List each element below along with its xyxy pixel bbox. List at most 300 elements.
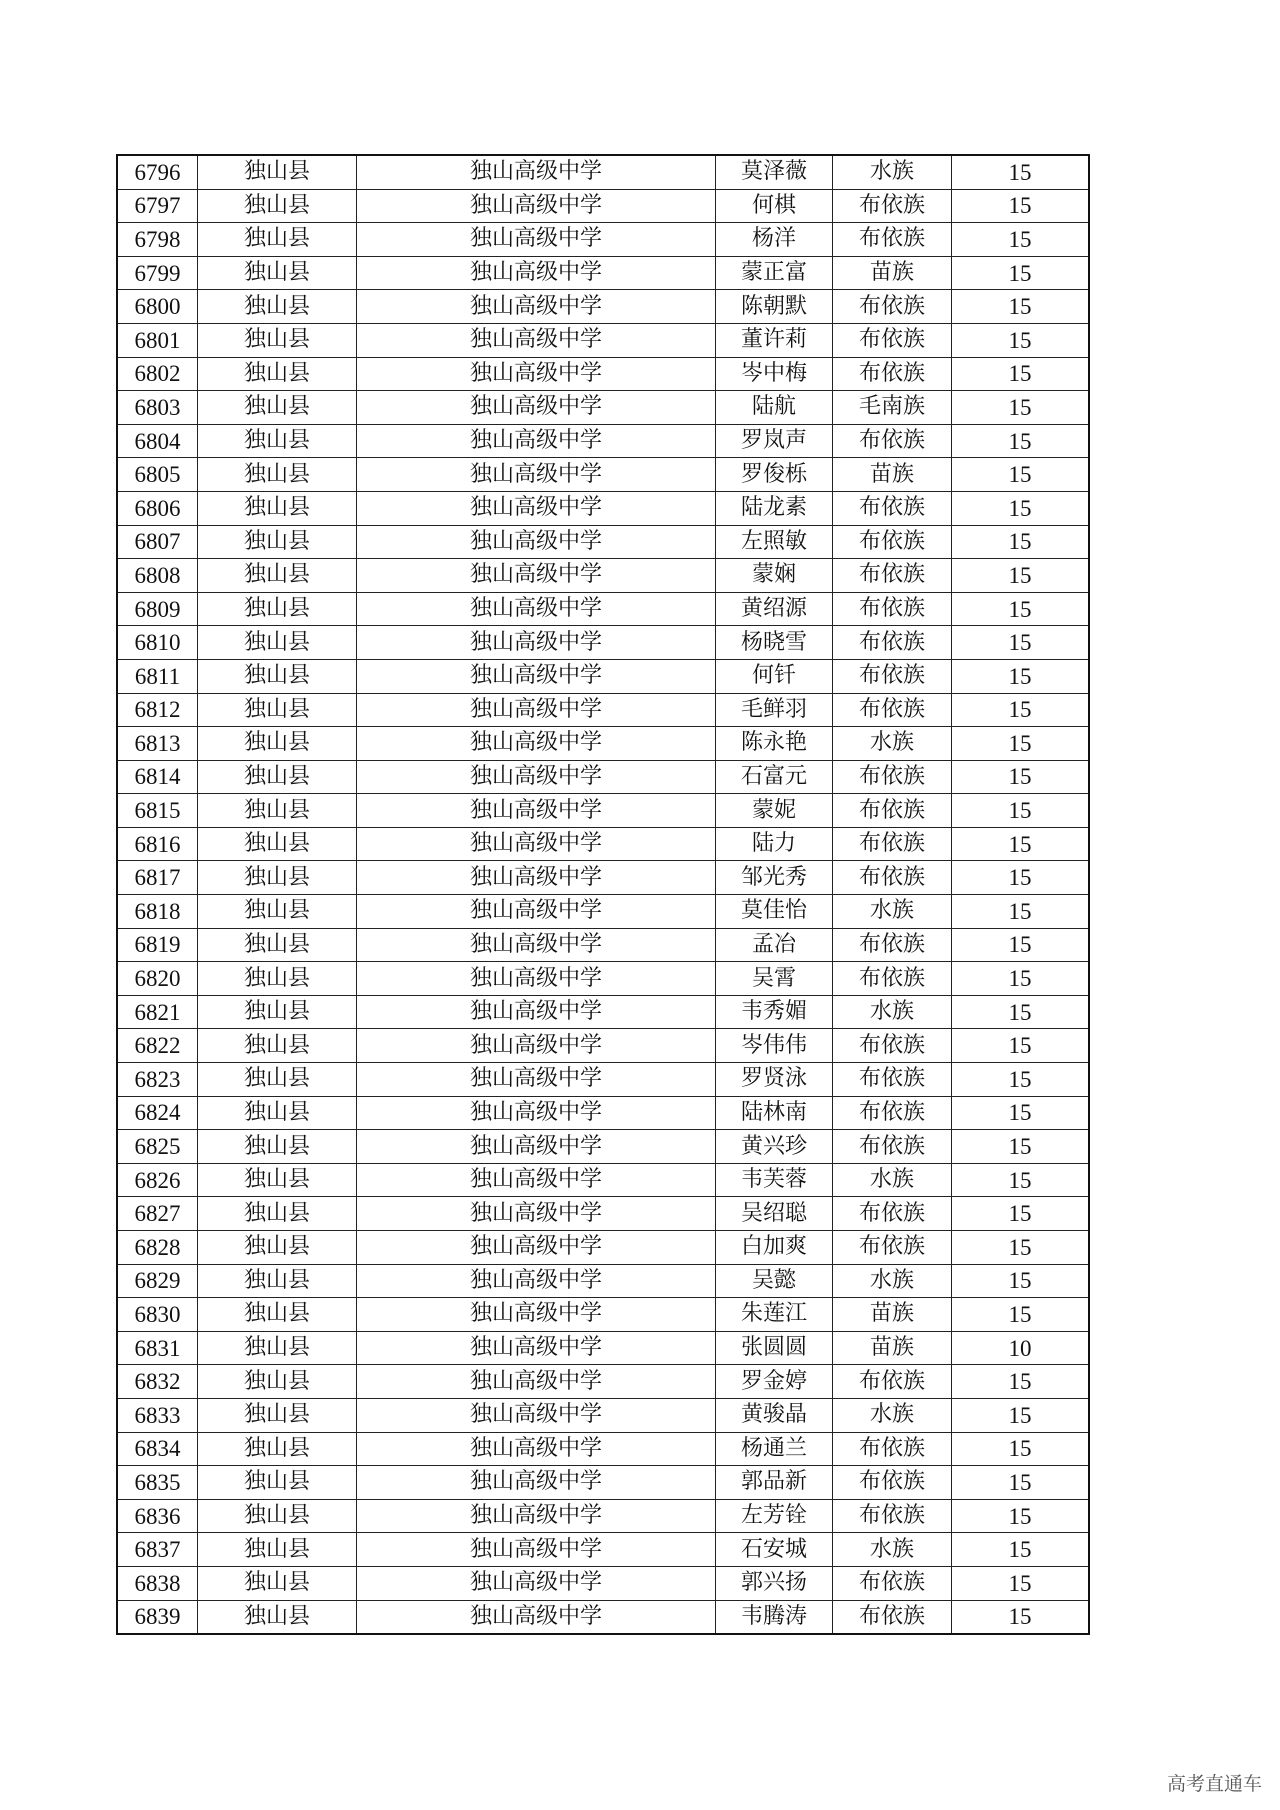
cell-name: 蒙娴 — [716, 559, 833, 593]
cell-score: 15 — [952, 323, 1090, 357]
cell-school: 独山高级中学 — [357, 391, 716, 425]
cell-name: 郭品新 — [716, 1466, 833, 1500]
table-row — [117, 1533, 1089, 1567]
cell-county: 独山县 — [198, 659, 357, 693]
cell-county: 独山县 — [198, 1298, 357, 1332]
cell-name: 陈朝默 — [716, 290, 833, 324]
cell-ethnicity: 苗族 — [833, 1331, 952, 1365]
cell-id: 6825 — [117, 1130, 198, 1164]
cell-school: 独山高级中学 — [357, 559, 716, 593]
table-row — [117, 895, 1089, 929]
cell-score: 15 — [952, 391, 1090, 425]
cell-ethnicity: 水族 — [833, 1264, 952, 1298]
table-row — [117, 962, 1089, 996]
cell-school: 独山高级中学 — [357, 1197, 716, 1231]
cell-ethnicity: 布依族 — [833, 1029, 952, 1063]
cell-score: 15 — [952, 895, 1090, 929]
table-row — [117, 189, 1089, 223]
cell-id: 6821 — [117, 995, 198, 1029]
cell-ethnicity: 苗族 — [833, 1298, 952, 1332]
cell-ethnicity: 布依族 — [833, 424, 952, 458]
cell-ethnicity: 布依族 — [833, 1499, 952, 1533]
cell-school: 独山高级中学 — [357, 962, 716, 996]
cell-name: 杨晓雪 — [716, 626, 833, 660]
cell-score: 15 — [952, 155, 1090, 189]
cell-name: 陆力 — [716, 827, 833, 861]
student-list-table — [116, 154, 1090, 1635]
cell-ethnicity: 布依族 — [833, 1130, 952, 1164]
cell-score: 15 — [952, 1063, 1090, 1097]
cell-name: 罗金婷 — [716, 1365, 833, 1399]
cell-school: 独山高级中学 — [357, 1566, 716, 1600]
cell-school: 独山高级中学 — [357, 659, 716, 693]
cell-id: 6799 — [117, 256, 198, 290]
cell-score: 15 — [952, 827, 1090, 861]
cell-county: 独山县 — [198, 189, 357, 223]
cell-ethnicity: 布依族 — [833, 1063, 952, 1097]
cell-id: 6830 — [117, 1298, 198, 1332]
cell-id: 6814 — [117, 760, 198, 794]
cell-name: 石安城 — [716, 1533, 833, 1567]
cell-school: 独山高级中学 — [357, 458, 716, 492]
cell-ethnicity: 布依族 — [833, 1600, 952, 1634]
cell-county: 独山县 — [198, 424, 357, 458]
cell-score: 15 — [952, 1096, 1090, 1130]
cell-county: 独山县 — [198, 1566, 357, 1600]
cell-county: 独山县 — [198, 458, 357, 492]
table-row — [117, 1231, 1089, 1265]
cell-name: 莫泽薇 — [716, 155, 833, 189]
cell-ethnicity: 布依族 — [833, 323, 952, 357]
cell-ethnicity: 布依族 — [833, 1365, 952, 1399]
cell-score: 15 — [952, 760, 1090, 794]
table-row — [117, 1197, 1089, 1231]
cell-name: 陆龙素 — [716, 491, 833, 525]
table-row — [117, 1264, 1089, 1298]
cell-county: 独山县 — [198, 256, 357, 290]
cell-name: 左芳铨 — [716, 1499, 833, 1533]
cell-id: 6831 — [117, 1331, 198, 1365]
cell-school: 独山高级中学 — [357, 323, 716, 357]
cell-id: 6806 — [117, 491, 198, 525]
cell-county: 独山县 — [198, 391, 357, 425]
cell-school: 独山高级中学 — [357, 1231, 716, 1265]
cell-score: 15 — [952, 290, 1090, 324]
cell-id: 6802 — [117, 357, 198, 391]
cell-name: 岑中梅 — [716, 357, 833, 391]
table-row — [117, 1331, 1089, 1365]
cell-score: 15 — [952, 1533, 1090, 1567]
table-row — [117, 659, 1089, 693]
cell-name: 罗岚声 — [716, 424, 833, 458]
table-row — [117, 491, 1089, 525]
cell-school: 独山高级中学 — [357, 827, 716, 861]
cell-school: 独山高级中学 — [357, 1163, 716, 1197]
cell-name: 董许莉 — [716, 323, 833, 357]
cell-id: 6835 — [117, 1466, 198, 1500]
cell-county: 独山县 — [198, 1398, 357, 1432]
cell-id: 6804 — [117, 424, 198, 458]
cell-county: 独山县 — [198, 1163, 357, 1197]
cell-county: 独山县 — [198, 693, 357, 727]
cell-name: 吴懿 — [716, 1264, 833, 1298]
cell-ethnicity: 布依族 — [833, 1566, 952, 1600]
cell-id: 6808 — [117, 559, 198, 593]
cell-id: 6800 — [117, 290, 198, 324]
table-row — [117, 458, 1089, 492]
cell-county: 独山县 — [198, 1600, 357, 1634]
cell-school: 独山高级中学 — [357, 525, 716, 559]
cell-ethnicity: 布依族 — [833, 189, 952, 223]
table-row — [117, 223, 1089, 257]
cell-ethnicity: 布依族 — [833, 1432, 952, 1466]
cell-school: 独山高级中学 — [357, 760, 716, 794]
cell-score: 15 — [952, 1231, 1090, 1265]
cell-school: 独山高级中学 — [357, 727, 716, 761]
table-row — [117, 155, 1089, 189]
cell-score: 15 — [952, 592, 1090, 626]
cell-name: 左照敏 — [716, 525, 833, 559]
cell-score: 15 — [952, 559, 1090, 593]
cell-school: 独山高级中学 — [357, 155, 716, 189]
cell-id: 6826 — [117, 1163, 198, 1197]
cell-county: 独山县 — [198, 155, 357, 189]
cell-score: 15 — [952, 1163, 1090, 1197]
cell-school: 独山高级中学 — [357, 861, 716, 895]
cell-score: 15 — [952, 928, 1090, 962]
cell-name: 石富元 — [716, 760, 833, 794]
cell-ethnicity: 水族 — [833, 727, 952, 761]
cell-name: 朱莲江 — [716, 1298, 833, 1332]
cell-school: 独山高级中学 — [357, 1063, 716, 1097]
cell-id: 6796 — [117, 155, 198, 189]
cell-county: 独山县 — [198, 491, 357, 525]
cell-county: 独山县 — [198, 1096, 357, 1130]
cell-ethnicity: 水族 — [833, 995, 952, 1029]
cell-county: 独山县 — [198, 1365, 357, 1399]
cell-id: 6812 — [117, 693, 198, 727]
cell-school: 独山高级中学 — [357, 1331, 716, 1365]
cell-score: 15 — [952, 659, 1090, 693]
cell-ethnicity: 毛南族 — [833, 391, 952, 425]
cell-ethnicity: 布依族 — [833, 1231, 952, 1265]
cell-county: 独山县 — [198, 1231, 357, 1265]
table-row — [117, 861, 1089, 895]
cell-county: 独山县 — [198, 357, 357, 391]
cell-county: 独山县 — [198, 1264, 357, 1298]
cell-county: 独山县 — [198, 861, 357, 895]
cell-county: 独山县 — [198, 1499, 357, 1533]
cell-county: 独山县 — [198, 995, 357, 1029]
cell-name: 邹光秀 — [716, 861, 833, 895]
cell-ethnicity: 布依族 — [833, 1466, 952, 1500]
cell-ethnicity: 布依族 — [833, 794, 952, 828]
cell-county: 独山县 — [198, 323, 357, 357]
cell-score: 15 — [952, 357, 1090, 391]
cell-score: 15 — [952, 1566, 1090, 1600]
cell-id: 6824 — [117, 1096, 198, 1130]
table-row — [117, 290, 1089, 324]
table-row — [117, 1466, 1089, 1500]
cell-name: 黄兴珍 — [716, 1130, 833, 1164]
cell-school: 独山高级中学 — [357, 256, 716, 290]
cell-ethnicity: 水族 — [833, 895, 952, 929]
cell-score: 15 — [952, 1466, 1090, 1500]
cell-score: 15 — [952, 1029, 1090, 1063]
cell-name: 陆航 — [716, 391, 833, 425]
table-row — [117, 1029, 1089, 1063]
cell-school: 独山高级中学 — [357, 1432, 716, 1466]
cell-school: 独山高级中学 — [357, 1029, 716, 1063]
cell-ethnicity: 布依族 — [833, 1197, 952, 1231]
table-row — [117, 357, 1089, 391]
cell-ethnicity: 水族 — [833, 1163, 952, 1197]
cell-id: 6828 — [117, 1231, 198, 1265]
cell-ethnicity: 布依族 — [833, 827, 952, 861]
cell-score: 15 — [952, 1298, 1090, 1332]
cell-score: 15 — [952, 962, 1090, 996]
cell-id: 6839 — [117, 1600, 198, 1634]
cell-ethnicity: 苗族 — [833, 256, 952, 290]
cell-county: 独山县 — [198, 727, 357, 761]
cell-school: 独山高级中学 — [357, 995, 716, 1029]
cell-county: 独山县 — [198, 223, 357, 257]
cell-name: 张圆圆 — [716, 1331, 833, 1365]
cell-school: 独山高级中学 — [357, 1600, 716, 1634]
cell-ethnicity: 布依族 — [833, 693, 952, 727]
cell-name: 杨洋 — [716, 223, 833, 257]
cell-score: 15 — [952, 1130, 1090, 1164]
table-row — [117, 1499, 1089, 1533]
cell-school: 独山高级中学 — [357, 626, 716, 660]
cell-school: 独山高级中学 — [357, 1130, 716, 1164]
table-row — [117, 256, 1089, 290]
cell-school: 独山高级中学 — [357, 592, 716, 626]
cell-score: 15 — [952, 861, 1090, 895]
cell-id: 6827 — [117, 1197, 198, 1231]
cell-name: 毛鲜羽 — [716, 693, 833, 727]
cell-id: 6816 — [117, 827, 198, 861]
cell-id: 6797 — [117, 189, 198, 223]
cell-county: 独山县 — [198, 1432, 357, 1466]
cell-name: 黄绍源 — [716, 592, 833, 626]
cell-ethnicity: 布依族 — [833, 626, 952, 660]
cell-score: 15 — [952, 727, 1090, 761]
cell-name: 韦腾涛 — [716, 1600, 833, 1634]
table-row — [117, 760, 1089, 794]
cell-name: 岑伟伟 — [716, 1029, 833, 1063]
cell-name: 韦秀媚 — [716, 995, 833, 1029]
cell-name: 孟冶 — [716, 928, 833, 962]
cell-school: 独山高级中学 — [357, 1298, 716, 1332]
table-row — [117, 693, 1089, 727]
cell-score: 15 — [952, 223, 1090, 257]
table-row — [117, 1600, 1089, 1634]
cell-id: 6805 — [117, 458, 198, 492]
table-row — [117, 1096, 1089, 1130]
cell-id: 6815 — [117, 794, 198, 828]
table-row — [117, 727, 1089, 761]
cell-score: 15 — [952, 458, 1090, 492]
cell-name: 莫佳怡 — [716, 895, 833, 929]
cell-school: 独山高级中学 — [357, 1398, 716, 1432]
cell-county: 独山县 — [198, 962, 357, 996]
cell-score: 15 — [952, 1432, 1090, 1466]
table-row — [117, 1398, 1089, 1432]
cell-name: 罗贤泳 — [716, 1063, 833, 1097]
table-row — [117, 1432, 1089, 1466]
cell-name: 陆林南 — [716, 1096, 833, 1130]
table-row — [117, 1063, 1089, 1097]
cell-name: 杨通兰 — [716, 1432, 833, 1466]
table-row — [117, 1365, 1089, 1399]
table-row — [117, 1130, 1089, 1164]
cell-county: 独山县 — [198, 1466, 357, 1500]
cell-county: 独山县 — [198, 760, 357, 794]
cell-id: 6813 — [117, 727, 198, 761]
cell-score: 15 — [952, 256, 1090, 290]
cell-id: 6803 — [117, 391, 198, 425]
cell-school: 独山高级中学 — [357, 424, 716, 458]
cell-county: 独山县 — [198, 895, 357, 929]
cell-county: 独山县 — [198, 1331, 357, 1365]
table-row — [117, 827, 1089, 861]
cell-school: 独山高级中学 — [357, 1264, 716, 1298]
cell-id: 6810 — [117, 626, 198, 660]
cell-ethnicity: 布依族 — [833, 659, 952, 693]
cell-county: 独山县 — [198, 1063, 357, 1097]
cell-county: 独山县 — [198, 290, 357, 324]
cell-score: 15 — [952, 525, 1090, 559]
cell-id: 6832 — [117, 1365, 198, 1399]
cell-name: 吴霄 — [716, 962, 833, 996]
cell-score: 15 — [952, 491, 1090, 525]
cell-score: 15 — [952, 1398, 1090, 1432]
cell-name: 韦芙蓉 — [716, 1163, 833, 1197]
cell-school: 独山高级中学 — [357, 693, 716, 727]
cell-school: 独山高级中学 — [357, 1096, 716, 1130]
table-row — [117, 1566, 1089, 1600]
cell-id: 6838 — [117, 1566, 198, 1600]
cell-id: 6820 — [117, 962, 198, 996]
cell-score: 15 — [952, 189, 1090, 223]
cell-id: 6829 — [117, 1264, 198, 1298]
cell-county: 独山县 — [198, 1029, 357, 1063]
cell-name: 郭兴扬 — [716, 1566, 833, 1600]
cell-id: 6822 — [117, 1029, 198, 1063]
cell-county: 独山县 — [198, 626, 357, 660]
cell-ethnicity: 布依族 — [833, 525, 952, 559]
cell-ethnicity: 水族 — [833, 155, 952, 189]
cell-county: 独山县 — [198, 827, 357, 861]
cell-ethnicity: 布依族 — [833, 760, 952, 794]
cell-name: 黄骏晶 — [716, 1398, 833, 1432]
cell-id: 6798 — [117, 223, 198, 257]
cell-score: 15 — [952, 1600, 1090, 1634]
table-row — [117, 928, 1089, 962]
table-row — [117, 525, 1089, 559]
cell-id: 6837 — [117, 1533, 198, 1567]
cell-name: 蒙妮 — [716, 794, 833, 828]
cell-score: 15 — [952, 794, 1090, 828]
cell-id: 6833 — [117, 1398, 198, 1432]
cell-ethnicity: 水族 — [833, 1398, 952, 1432]
cell-school: 独山高级中学 — [357, 1499, 716, 1533]
cell-ethnicity: 布依族 — [833, 962, 952, 996]
cell-ethnicity: 布依族 — [833, 861, 952, 895]
cell-county: 独山县 — [198, 928, 357, 962]
cell-name: 蒙正富 — [716, 256, 833, 290]
table-row — [117, 1163, 1089, 1197]
table-row — [117, 995, 1089, 1029]
cell-ethnicity: 布依族 — [833, 1096, 952, 1130]
cell-score: 15 — [952, 626, 1090, 660]
cell-ethnicity: 布依族 — [833, 491, 952, 525]
table-row — [117, 323, 1089, 357]
cell-school: 独山高级中学 — [357, 357, 716, 391]
cell-ethnicity: 布依族 — [833, 928, 952, 962]
cell-county: 独山县 — [198, 1197, 357, 1231]
table-row — [117, 794, 1089, 828]
cell-id: 6809 — [117, 592, 198, 626]
cell-score: 15 — [952, 1197, 1090, 1231]
cell-name: 何钎 — [716, 659, 833, 693]
cell-score: 15 — [952, 995, 1090, 1029]
cell-id: 6801 — [117, 323, 198, 357]
cell-school: 独山高级中学 — [357, 223, 716, 257]
cell-score: 10 — [952, 1331, 1090, 1365]
cell-score: 15 — [952, 1499, 1090, 1533]
cell-school: 独山高级中学 — [357, 928, 716, 962]
cell-id: 6811 — [117, 659, 198, 693]
cell-id: 6819 — [117, 928, 198, 962]
cell-id: 6818 — [117, 895, 198, 929]
cell-id: 6807 — [117, 525, 198, 559]
cell-school: 独山高级中学 — [357, 895, 716, 929]
cell-score: 15 — [952, 424, 1090, 458]
document-table-container — [116, 154, 1090, 1635]
cell-score: 15 — [952, 693, 1090, 727]
cell-ethnicity: 布依族 — [833, 559, 952, 593]
cell-score: 15 — [952, 1264, 1090, 1298]
cell-ethnicity: 布依族 — [833, 592, 952, 626]
cell-county: 独山县 — [198, 1533, 357, 1567]
cell-county: 独山县 — [198, 559, 357, 593]
cell-id: 6834 — [117, 1432, 198, 1466]
table-row — [117, 626, 1089, 660]
cell-ethnicity: 苗族 — [833, 458, 952, 492]
cell-name: 罗俊栎 — [716, 458, 833, 492]
cell-county: 独山县 — [198, 794, 357, 828]
table-row — [117, 559, 1089, 593]
cell-ethnicity: 布依族 — [833, 223, 952, 257]
cell-school: 独山高级中学 — [357, 1365, 716, 1399]
cell-name: 何棋 — [716, 189, 833, 223]
cell-ethnicity: 水族 — [833, 1533, 952, 1567]
watermark-text: 高考直通车 — [1166, 1773, 1262, 1795]
cell-id: 6836 — [117, 1499, 198, 1533]
cell-school: 独山高级中学 — [357, 491, 716, 525]
cell-score: 15 — [952, 1365, 1090, 1399]
cell-school: 独山高级中学 — [357, 290, 716, 324]
table-row — [117, 391, 1089, 425]
cell-county: 独山县 — [198, 1130, 357, 1164]
cell-school: 独山高级中学 — [357, 1466, 716, 1500]
table-row — [117, 592, 1089, 626]
cell-ethnicity: 布依族 — [833, 357, 952, 391]
cell-school: 独山高级中学 — [357, 794, 716, 828]
cell-id: 6823 — [117, 1063, 198, 1097]
